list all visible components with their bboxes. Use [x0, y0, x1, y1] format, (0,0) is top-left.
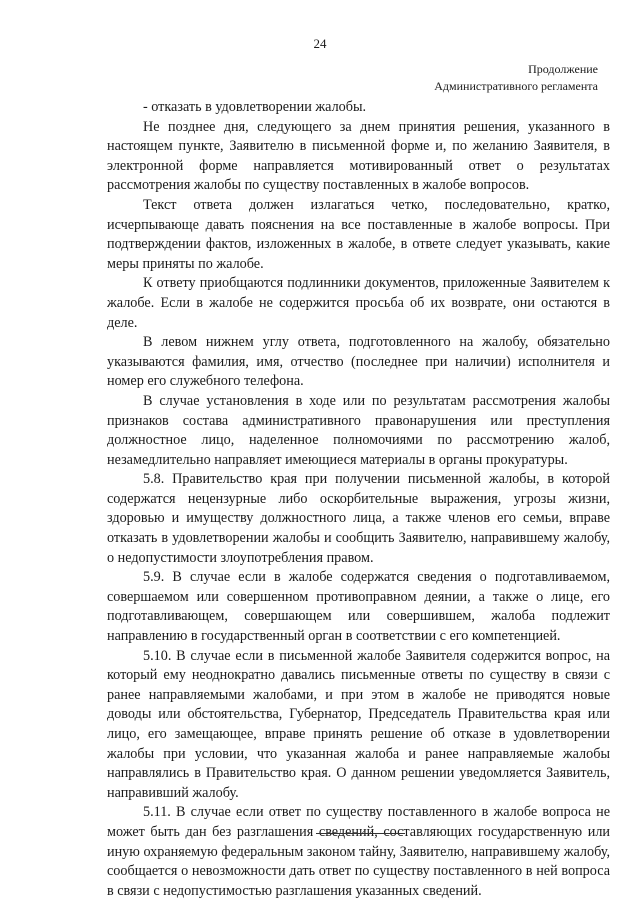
paragraph: В левом нижнем углу ответа, подготовленного на жалобу, обязательно указываются фамилия, имя, отчество (последнее при наличии) исполнителя и номер его служебного телефона.: [107, 334, 610, 390]
paragraph: - отказать в удовлетворении жалобы.: [143, 99, 367, 115]
paragraph: Не позднее дня, следующего за днем принятия решения, указанного в настоящем пункте, Заявителю в письменной форме и, по желанию Заявителя, в электронной форме направляется мотивированный ответ о результатах рассмотрения жалобы по существу поставленных в жалобе вопросов.: [107, 118, 610, 194]
continuation-label: Продолжение: [528, 62, 598, 76]
continuation-header: [434, 61, 598, 95]
paragraph: В случае установления в ходе или по результатам рассмотрения жалобы признаков состава административного правонарушения или преступления должностное лицо, наделенное полномочиями по рассмотрению жалоб, незамедлительно направляет имеющиеся материалы в органы прокуратуры.: [107, 392, 610, 468]
end-divider: [316, 833, 405, 834]
paragraph-5-8: 5.8. Правительство края при получении письменной жалобы, в которой содержатся нецензурные либо оскорбительные выражения, угрозы жизни, здоровью и имуществу должностного лица, а также членов его семьи, вправе отказать в удовлетворении жалобы и сообщить Заявителю, направившему жалобу, о недопустимости злоупотребления правом.: [107, 471, 610, 566]
page-number: 24: [313, 36, 327, 51]
paragraph-5-11: 5.11. В случае если ответ по существу поставленного в жалобе вопроса не может быть дан без разглашения сведений, составляющих государственную или иную охраняемую федеральным законом тайну, Заявителю, направившему жалобу, сообщается о невозможности дать ответ по существу поставленного в ней вопроса в связи с недопустимостью разглашения указанных сведений.: [107, 804, 610, 899]
paragraph: Текст ответа должен излагаться четко, последовательно, кратко, исчерпывающе давать пояснения на все поставленные в жалобе вопросы. При подтверждении фактов, изложенных в жалобе, в ответе следует указывать, какие меры приняты по жалобе.: [107, 196, 610, 272]
regulation-label: Административного регламента: [434, 79, 598, 93]
paragraph-5-9: 5.9. В случае если в жалобе содержатся сведения о подготавливаемом, совершаемом или совершенном противоправном деянии, а также о лице, его подготавливающем, совершающем или совершившем, жалоба подлежит направлению в государственный орган в соответствии с его компетенцией.: [107, 569, 610, 645]
paragraph: К ответу приобщаются подлинники документов, приложенные Заявителем к жалобе. Если в жалобе не содержится просьба об их возврате, они остаются в деле.: [107, 275, 610, 331]
paragraph-5-10: 5.10. В случае если в письменной жалобе Заявителя содержится вопрос, на который ему неоднократно давались письменные ответы по существу в связи с ранее направляемыми жалобами, и при этом в жалобе не приводятся новые доводы или обстоятельства, Губернатор, Председатель Правительства края или лицо, его замещающее, вправе принять решение об отказе в удовлетворении жалобы при условии, что указанная жалоба и ранее направляемые жалобы направлялись в Правительство края. О данном решении уведомляется Заявитель, направивший жалобу.: [107, 647, 610, 801]
document-body: [107, 98, 610, 901]
